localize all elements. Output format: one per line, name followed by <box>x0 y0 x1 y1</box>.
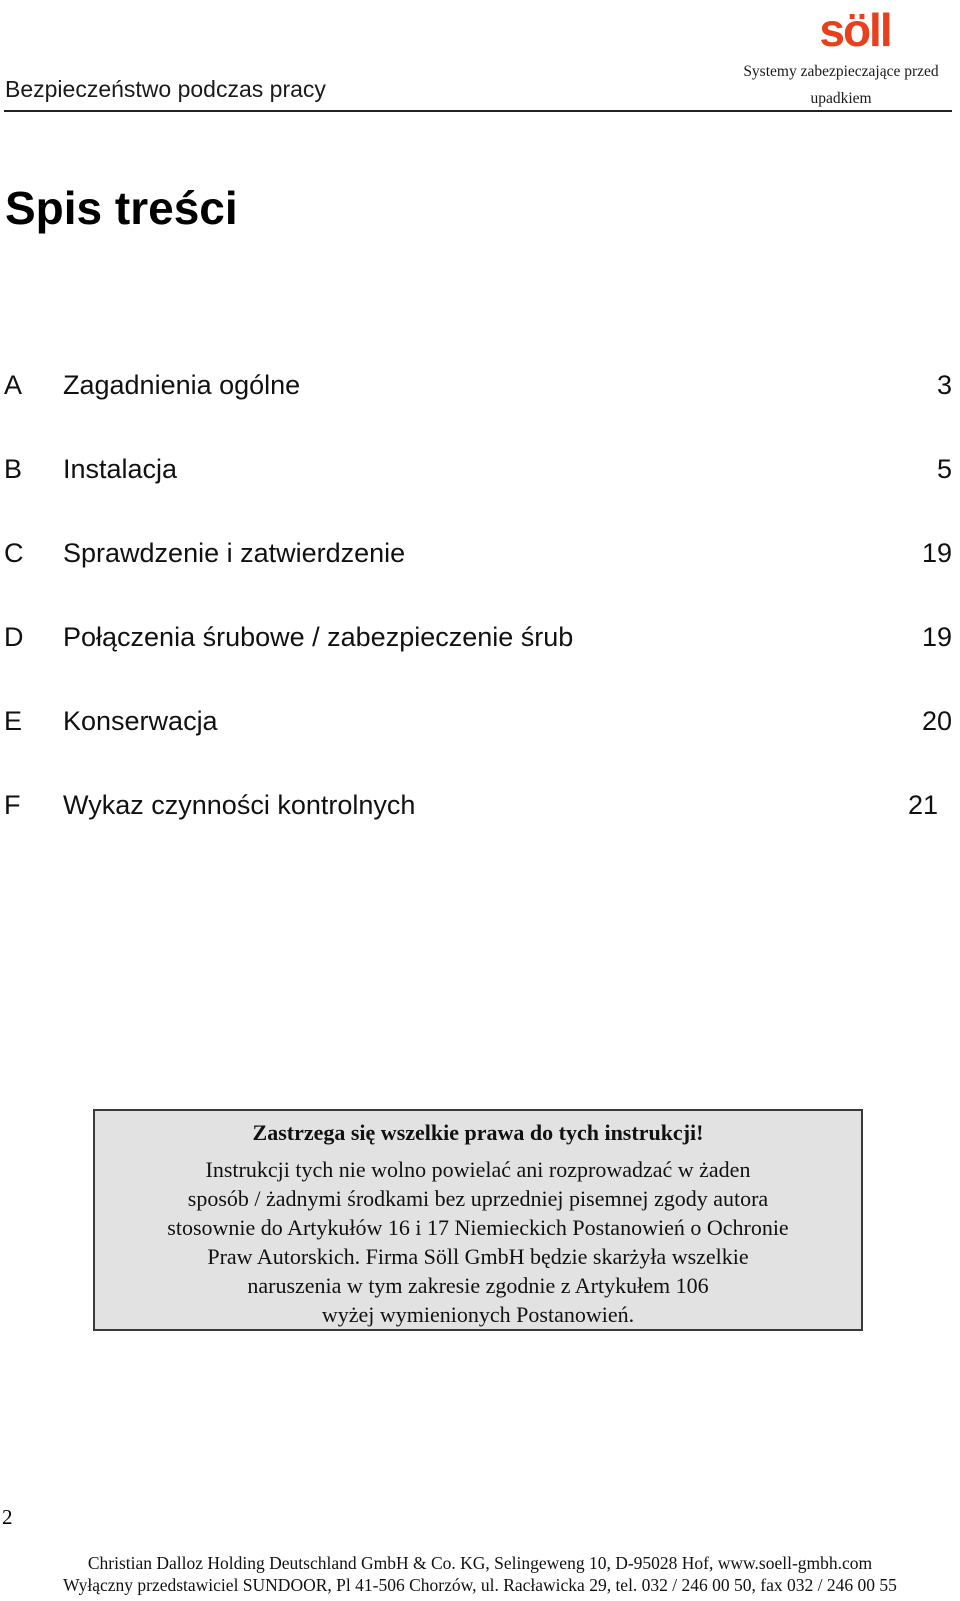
notice-title: Zastrzega się wszelkie prawa do tych instrukcji! <box>252 1120 704 1145</box>
table-of-contents <box>0 365 952 869</box>
header-subtitle-line1: Systemy zabezpieczające przed <box>743 63 939 80</box>
header-title: Bezpieczeństwo podczas pracy <box>5 76 326 102</box>
toc-entry-c <box>0 533 952 617</box>
toc-label: Instalacja <box>63 454 178 484</box>
footer <box>0 1552 960 1596</box>
page-title: Spis treści <box>5 182 238 234</box>
notice-line: Praw Autorskich. Firma Söll GmbH będzie skarżyła wszelkie <box>207 1244 749 1269</box>
toc-page: 19 <box>921 538 952 568</box>
toc-page: 20 <box>921 706 952 736</box>
notice-line: stosownie do Artykułów 16 i 17 Niemieckich Postanowień o Ochronie <box>167 1215 789 1240</box>
toc-label: Zagadnienia ogólne <box>63 370 301 400</box>
toc-page: 3 <box>936 370 952 400</box>
toc-letter: E <box>4 706 23 736</box>
toc-letter: F <box>4 790 21 820</box>
toc-page: 5 <box>936 454 952 484</box>
toc-page: 21 <box>907 790 938 820</box>
copyright-notice-box <box>93 1109 863 1331</box>
footer-line1: Christian Dalloz Holding Deutschland GmbH & Co. KG, Selingeweng 10, D-95028 Hof, www.soell-gmbh.com <box>87 1553 873 1573</box>
toc-entry-a <box>0 365 952 449</box>
header-divider <box>4 110 952 112</box>
toc-label: Sprawdzenie i zatwierdzenie <box>63 538 406 568</box>
toc-page: 19 <box>921 622 952 652</box>
header-subtitle <box>730 58 952 112</box>
notice-line: sposób / żadnymi środkami bez uprzedniej pisemnej zgody autora <box>187 1186 769 1211</box>
toc-label: Wykaz czynności kontrolnych <box>63 790 416 820</box>
toc-label: Konserwacja <box>63 706 218 736</box>
toc-letter: B <box>4 454 23 484</box>
notice-line: wyżej wymienionych Postanowień. <box>321 1302 635 1327</box>
toc-label: Połączenia śrubowe / zabezpieczenie śrub <box>63 622 574 652</box>
logo-text: söll <box>819 4 891 52</box>
toc-entry-b <box>0 449 952 533</box>
soell-logo <box>805 4 905 52</box>
toc-letter: D <box>4 622 24 652</box>
notice-line: naruszenia w tym zakresie zgodnie z Artykułem 106 <box>247 1273 709 1298</box>
notice-body <box>95 1155 861 1329</box>
toc-entry-e <box>0 701 952 785</box>
toc-entry-d <box>0 617 952 701</box>
toc-entry-f <box>0 785 952 869</box>
footer-line2: Wyłączny przedstawiciel SUNDOOR, Pl 41-506 Chorzów, ul. Racławicka 29, tel. 032 / 246 00 50, fax 032 / 246 00 55 <box>63 1575 897 1595</box>
toc-letter: A <box>4 370 23 400</box>
header-subtitle-line2: upadkiem <box>810 90 872 107</box>
page-number: 2 <box>2 1505 13 1529</box>
notice-line: Instrukcji tych nie wolno powielać ani rozprowadzać w żaden <box>205 1157 751 1182</box>
toc-letter: C <box>4 538 24 568</box>
